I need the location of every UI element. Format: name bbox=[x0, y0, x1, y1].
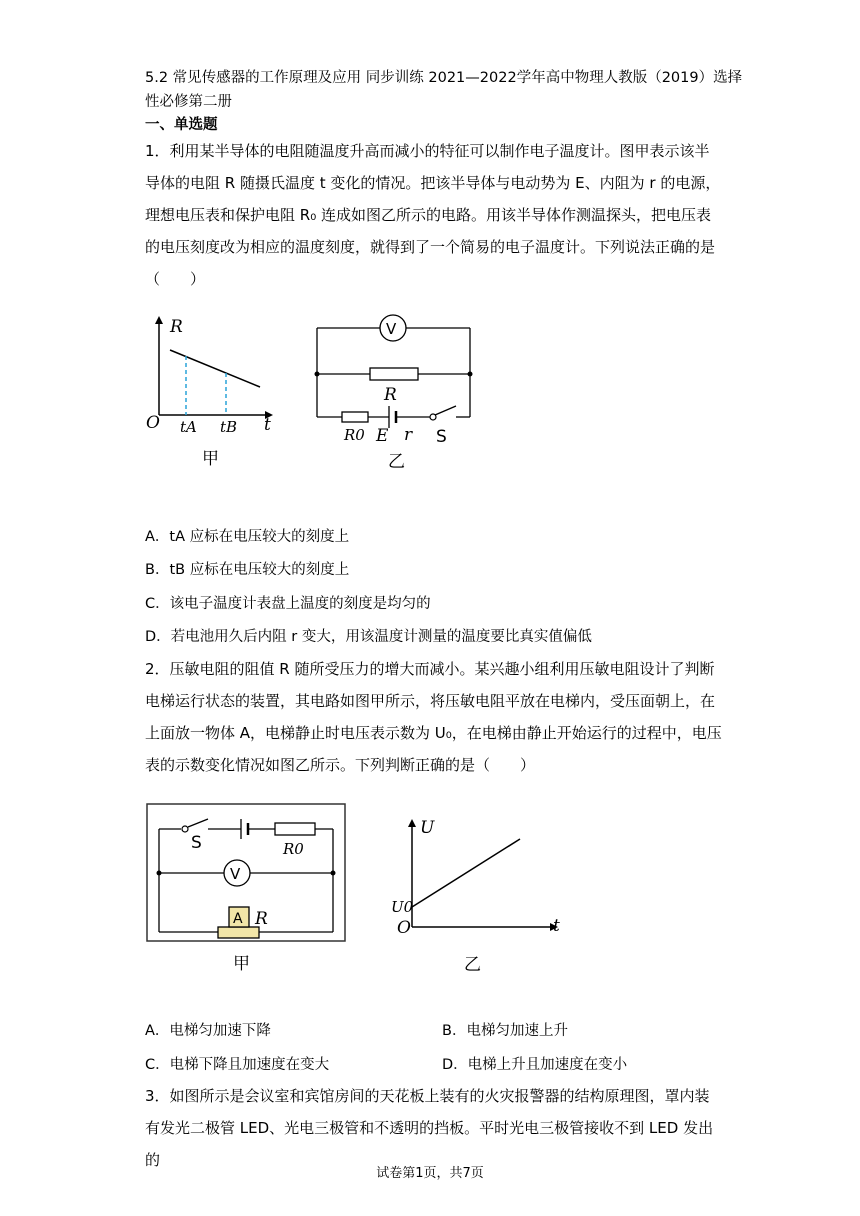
q1-option-c: C．该电子温度计表盘上温度的刻度是均匀的 bbox=[145, 596, 431, 612]
axis-label-t: t bbox=[264, 415, 271, 435]
figure-caption: 甲 bbox=[202, 449, 219, 469]
pressure-resistor-icon bbox=[218, 927, 259, 938]
origin-label: O bbox=[397, 918, 411, 938]
figure-caption: 甲 bbox=[233, 954, 250, 974]
q2-figure-circuit bbox=[145, 802, 350, 977]
tick-label-ta: tA bbox=[180, 418, 197, 436]
q1-figure-circuit bbox=[300, 310, 485, 475]
switch-label: S bbox=[191, 833, 202, 853]
axis-label-t: t bbox=[553, 916, 560, 936]
voltmeter-label: V bbox=[230, 865, 241, 883]
resistor-label: R bbox=[255, 909, 268, 929]
r0-label: R0 bbox=[283, 840, 304, 858]
protect-resistor-icon bbox=[275, 823, 315, 835]
q1-option-a: A．tA 应标在电压较大的刻度上 bbox=[145, 529, 350, 545]
stem-line: 1．利用某半导体的电阻随温度升高而减小的特征可以制作电子温度计。图甲表示该半 bbox=[145, 142, 710, 160]
q1-figure-graph bbox=[140, 312, 290, 472]
u0-label: U0 bbox=[391, 898, 414, 916]
r0-label: R0 bbox=[344, 426, 365, 444]
voltage-line bbox=[412, 839, 520, 907]
stem-line: （ ） bbox=[145, 270, 206, 288]
resistor-label: R bbox=[384, 385, 397, 405]
stem-line: 理想电压表和保护电阻 R₀ 连成如图乙所示的电路。用该半导体作测温探头，把电压表 bbox=[145, 206, 711, 224]
resistor-icon bbox=[370, 368, 418, 380]
stem-line: 导体的电阻 R 随摄氏温度 t 变化的情况。把该半导体与电动势为 E、内阻为 r 的电源， bbox=[145, 174, 721, 192]
figure-caption: 乙 bbox=[464, 955, 481, 975]
internal-r-label: r bbox=[404, 425, 413, 445]
q1-option-d: D．若电池用久后内阻 r 变大，用该温度计测量的温度要比真实值偏低 bbox=[145, 629, 592, 645]
q2-option-a: A．电梯匀加速下降 bbox=[145, 1023, 271, 1039]
page-footer: 试卷第1页，共7页 bbox=[376, 1166, 484, 1181]
voltmeter-label: V bbox=[386, 320, 397, 338]
tick-label-tb: tB bbox=[220, 418, 238, 436]
resistance-line bbox=[170, 350, 260, 387]
block-label: A bbox=[233, 911, 243, 927]
q2-option-d: D．电梯上升且加速度在变小 bbox=[442, 1057, 628, 1073]
stem-line: 表的示数变化情况如图乙所示。下列判断正确的是（ ） bbox=[145, 756, 536, 774]
question-2-stem bbox=[145, 653, 725, 781]
stem-line: 电梯运行状态的装置，其电路如图甲所示，将压敏电阻平放在电梯内，受压面朝上，在 bbox=[145, 692, 716, 710]
switch-icon bbox=[182, 826, 188, 832]
document-title: 5.2 常见传感器的工作原理及应用 同步训练 2021—2022学年高中物理人教版（2019）选择性必修第二册 bbox=[145, 70, 743, 110]
axis-label-r: R bbox=[170, 317, 183, 337]
q2-figure-graph bbox=[390, 815, 570, 977]
section-heading: 一、单选题 bbox=[145, 117, 218, 133]
stem-line: 上面放一物体 A，电梯静止时电压表示数为 U₀，在电梯由静止开始运行的过程中，电压 bbox=[145, 724, 722, 742]
q2-option-c: C．电梯下降且加速度在变大 bbox=[145, 1057, 330, 1073]
stem-line: 3．如图所示是会议室和宾馆房间的天花板上装有的火灾报警器的结构原理图，罩内装 bbox=[145, 1087, 710, 1105]
origin-label: O bbox=[146, 413, 160, 433]
question-1-stem bbox=[145, 135, 725, 295]
emf-label: E bbox=[376, 426, 389, 446]
stem-line: 2．压敏电阻的阻值 R 随所受压力的增大而减小。某兴趣小组利用压敏电阻设计了判断 bbox=[145, 660, 715, 678]
q2-option-b: B．电梯匀加速上升 bbox=[442, 1023, 568, 1039]
q1-option-b: B．tB 应标在电压较大的刻度上 bbox=[145, 562, 350, 578]
stem-line: 的电压刻度改为相应的温度刻度，就得到了一个简易的电子温度计。下列说法正确的是 bbox=[145, 238, 716, 256]
protect-resistor-icon bbox=[342, 412, 368, 422]
figure-caption: 乙 bbox=[388, 452, 405, 472]
switch-label: S bbox=[436, 427, 447, 447]
axis-label-u: U bbox=[420, 818, 435, 838]
stem-line: 有发光二极管 LED、光电三极管和不透明的挡板。平时光电三极管接收不到 LED 发出的 bbox=[145, 1119, 714, 1169]
